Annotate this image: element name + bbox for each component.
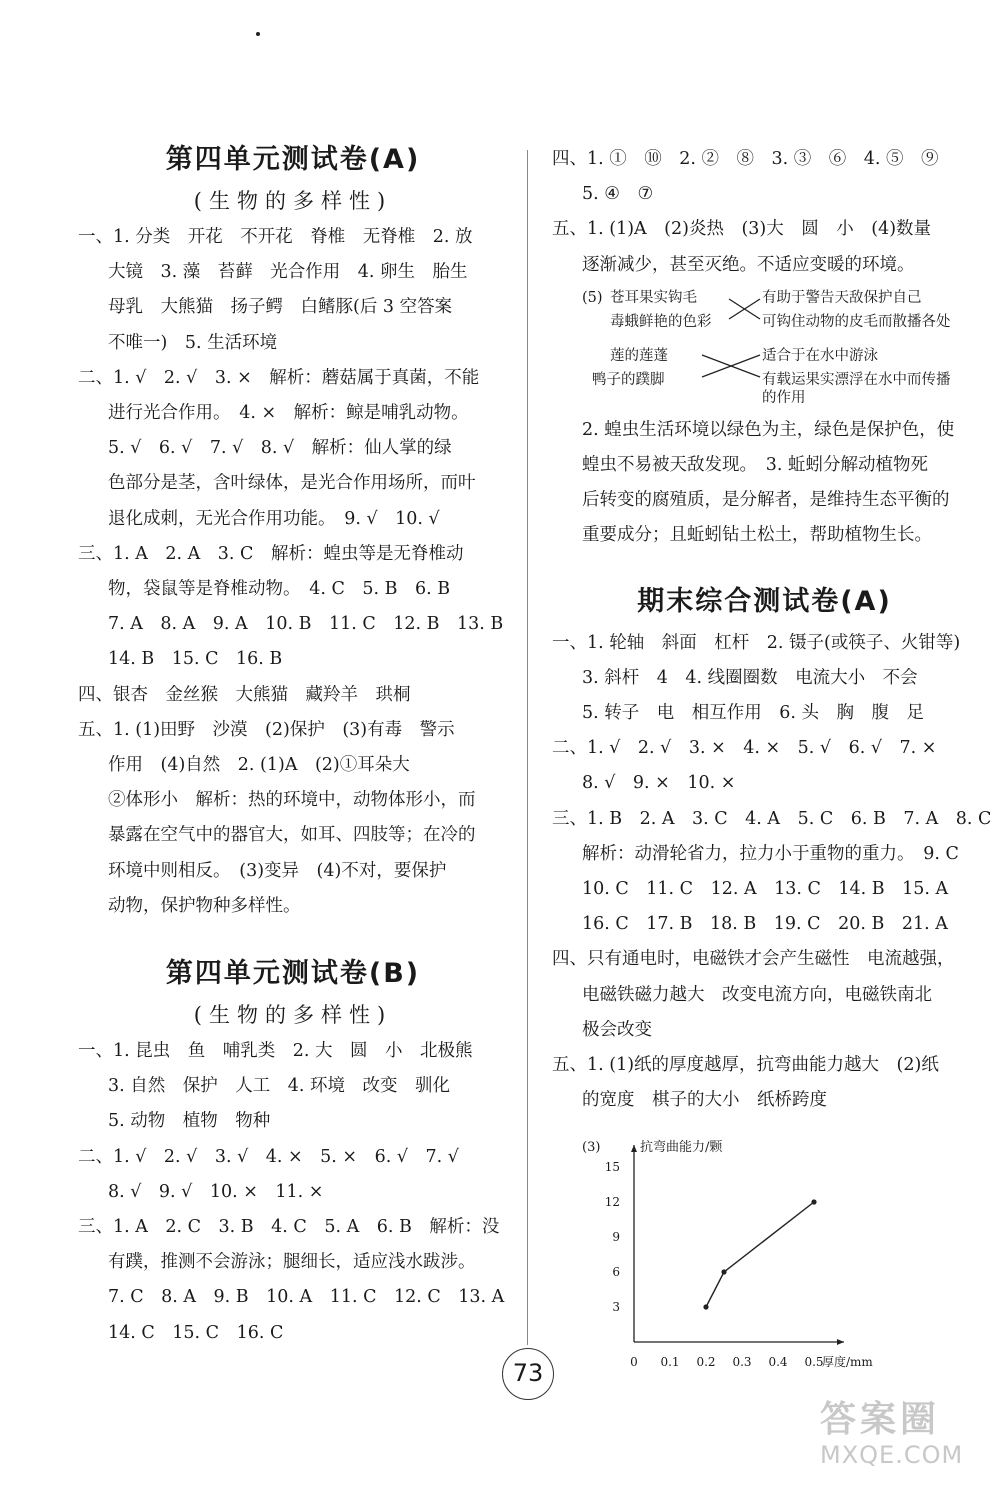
answer-line: 一、1. 分类 开花 不开花 脊椎 无脊椎 2. 放 — [78, 227, 473, 247]
data-point — [721, 1270, 726, 1275]
x-tick-label: 0.3 — [732, 1355, 752, 1370]
matching-right-item: 有载运果实漂浮在水中而传播 — [762, 371, 951, 388]
answer-line: 8. √ 9. √ 10. × 11. × — [108, 1181, 324, 1202]
x-tick-label: 0.2 — [696, 1355, 716, 1370]
answer-line: 二、1. √ 2. √ 3. √ 4. × 5. × 6. √ 7. √ — [78, 1146, 459, 1167]
unit-b-title: 第四单元测试卷(B) — [165, 958, 421, 990]
answer-line: 蝗虫不易被天敌发现。 3. 蚯蚓分解动植物死 — [582, 455, 929, 476]
answer-line: 7. A 8. A 9. A 10. B 11. C 12. B 13. B — [108, 614, 504, 635]
matching-left-item: 苍耳果实钩毛 — [610, 289, 697, 306]
answer-line: 作用 (4)自然 2. (1)A (2)①耳朵大 — [108, 755, 410, 776]
answer-line: 不唯一) 5. 生活环境 — [108, 332, 278, 353]
answer-line: 二、1. √ 2. √ 3. × 解析：蘑菇属于真菌，不能 — [78, 367, 480, 388]
answer-line: 进行光合作用。 4. × 解析：鲸是哺乳动物。 — [108, 403, 469, 424]
thickness-chart — [552, 1122, 977, 1372]
matching-right-item: 适合于在水中游泳 — [762, 347, 878, 364]
unit-a-title: 第四单元测试卷(A) — [165, 144, 421, 175]
answer-line: 5. ④ ⑦ — [582, 184, 654, 205]
answer-line: 电磁铁磁力越大 改变电流方向，电磁铁南北 — [582, 984, 932, 1005]
answer-line: 8. √ 9. × 10. × — [582, 773, 736, 794]
answer-line: 极会改变 — [582, 1019, 652, 1040]
answer-line: 5. 动物 植物 物种 — [108, 1111, 271, 1132]
chart-svg — [552, 1122, 977, 1372]
x-tick-label: 0 — [630, 1355, 638, 1370]
answer-line: ②体形小 解析：热的环境中，动物体形小，而 — [108, 790, 476, 811]
answer-line: 环境中则相反。 (3)变异 (4)不对，要保护 — [108, 860, 447, 881]
answer-line: 退化成刺，无光合作用功能。 9. √ 10. √ — [108, 508, 440, 529]
x-axis-arrow — [837, 1339, 844, 1345]
matching-right-item: 有助于警告天敌保护自己 — [762, 289, 922, 306]
answer-line: 四、只有通电时，电磁铁才会产生磁性 电流越强， — [552, 949, 955, 970]
unit-a-subtitle: (生物的多样性) — [193, 189, 393, 213]
answer-line: 5. √ 6. √ 7. √ 8. √ 解析：仙人掌的绿 — [108, 438, 452, 459]
answer-line: 5. 转子 电 相互作用 6. 头 胸 腹 足 — [582, 703, 925, 724]
watermark-text: 答案圈 — [820, 1399, 941, 1440]
answer-line: 四、银杏 金丝猴 大熊猫 藏羚羊 珙桐 — [78, 684, 411, 705]
answer-line: 10. C 11. C 12. A 13. C 14. B 15. A — [582, 879, 949, 900]
answer-line: 2. 蝗虫生活环境以绿色为主，绿色是保护色，使 — [582, 419, 955, 440]
matching-left-item: 鸭子的蹼脚 — [592, 371, 665, 388]
data-point — [811, 1200, 816, 1205]
left-column — [78, 140, 508, 1351]
answer-line: 有蹼，推测不会游泳；腿细长，适应浅水跋涉。 — [108, 1252, 476, 1273]
answer-line: 三、1. A 2. A 3. C 解析：蝗虫等是无脊椎动 — [78, 543, 464, 564]
matching-right-item: 可钩住动物的皮毛而散播各处 — [762, 313, 951, 330]
unit-a-section — [78, 140, 508, 924]
answer-line: 物，袋鼠等是脊椎动物。 4. C 5. B 6. B — [108, 579, 451, 600]
answer-line: 16. C 17. B 18. B 19. C 20. B 21. A — [582, 914, 948, 935]
matching-right-item: 的作用 — [762, 389, 806, 406]
answer-line: 动物，保护物种多样性。 — [108, 895, 301, 916]
watermark-url: MXQE.COM — [820, 1441, 964, 1469]
answer-line: 母乳 大熊猫 扬子鳄 白鳍豚(后 3 空答案 — [108, 297, 453, 318]
answer-line: 二、1. √ 2. √ 3. × 4. × 5. √ 6. √ 7. × — [552, 738, 937, 759]
answer-line: 大镜 3. 藻 苔藓 光合作用 4. 卵生 胎生 — [108, 262, 468, 283]
answer-line: 三、1. B 2. A 3. C 4. A 5. C 6. B 7. A 8. C — [552, 808, 992, 829]
answer-line: 3. 自然 保护 人工 4. 环境 改变 驯化 — [108, 1076, 451, 1097]
x-tick-label: 0.5 — [804, 1355, 824, 1370]
final-exam-title: 期末综合测试卷(A) — [637, 585, 892, 617]
y-axis-arrow — [631, 1145, 637, 1152]
y-axis-label: 抗弯曲能力/颗 — [640, 1140, 723, 1156]
x-axis-label: 厚度/mm — [822, 1355, 873, 1370]
answer-line: 14. B 15. C 16. B — [108, 649, 283, 670]
answer-line: 解析：动滑轮省力，拉力小于重物的重力。 9. C — [582, 843, 959, 864]
final-exam-section — [552, 582, 992, 1119]
x-tick-label: 0.4 — [768, 1355, 788, 1370]
y-tick-label: 15 — [604, 1160, 620, 1175]
answer-line: 7. C 8. A 9. B 10. A 11. C 12. C 13. A — [108, 1287, 505, 1308]
x-tick-label: 0.1 — [660, 1355, 680, 1370]
answer-line: 暴露在空气中的器官大，如耳、四肢等；在冷的 — [108, 825, 476, 846]
answer-line: 重要成分；且蚯蚓钻土松土，帮助植物生长。 — [582, 525, 932, 546]
y-tick-label: 6 — [612, 1265, 620, 1280]
data-series-line — [706, 1202, 814, 1307]
answer-line: 五、1. (1)纸的厚度越厚，抗弯曲能力越大 (2)纸 — [552, 1055, 939, 1076]
answer-line: 五、1. (1)田野 沙漠 (2)保护 (3)有毒 警示 — [78, 719, 455, 740]
answer-line: 一、1. 轮轴 斜面 杠杆 2. 镊子(或筷子、火钳等) — [552, 632, 961, 653]
answer-line: 一、1. 昆虫 鱼 哺乳类 2. 大 圆 小 北极熊 — [78, 1041, 473, 1062]
unit-b-section — [78, 954, 508, 1351]
y-tick-label: 12 — [604, 1195, 620, 1210]
chart-part-label: (3) — [582, 1140, 601, 1156]
matching-left-item: 莲的莲蓬 — [610, 347, 668, 364]
answer-line: 五、1. (1)A (2)炎热 (3)大 圆 小 (4)数量 — [552, 219, 932, 240]
answer-line: 14. C 15. C 16. C — [108, 1322, 284, 1343]
answer-line: 的宽度 棋子的大小 纸桥跨度 — [582, 1090, 827, 1111]
matching-left-item: 毒蛾鲜艳的色彩 — [610, 313, 712, 330]
y-tick-label: 3 — [612, 1300, 620, 1315]
ink-dot — [256, 32, 260, 36]
answer-line: 逐渐减少，甚至灭绝。不适应变暖的环境。 — [582, 254, 915, 275]
y-tick-label: 9 — [612, 1230, 620, 1245]
answer-line: 三、1. A 2. C 3. B 4. C 5. A 6. B 解析：没 — [78, 1217, 500, 1238]
column-divider — [527, 150, 528, 1345]
watermark-logo — [820, 1398, 985, 1478]
unit-b-subtitle: (生物的多样性) — [193, 1003, 393, 1028]
data-point — [703, 1305, 708, 1310]
answer-line: 后转变的腐殖质，是分解者，是维持生态平衡的 — [582, 490, 950, 511]
answer-line: 3. 斜杆 4 4. 线圈圈数 电流大小 不会 — [582, 667, 918, 688]
answer-line: 色部分是茎，含叶绿体，是光合作用场所，而叶 — [108, 473, 476, 494]
matching-label: (5) — [582, 289, 603, 306]
right-column — [552, 142, 992, 1372]
page-number: 73 — [502, 1348, 554, 1400]
matching-diagram — [552, 287, 977, 411]
answer-line: 四、1. ① ⑩ 2. ② ⑧ 3. ③ ⑥ 4. ⑤ ⑨ — [552, 149, 939, 169]
